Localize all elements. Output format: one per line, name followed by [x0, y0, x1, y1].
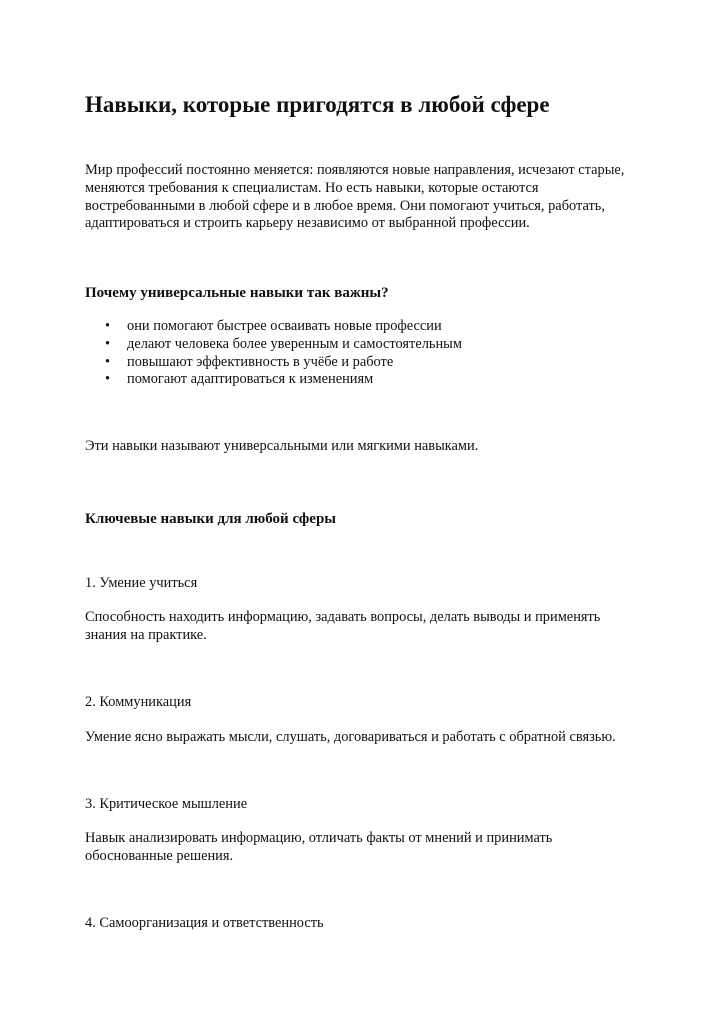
why-heading: Почему универсальные навыки так важны?: [85, 285, 389, 301]
skill-desc-line: Навык анализировать информацию, отличать факты от мнений и принимать: [85, 830, 553, 846]
skill-desc-learning: [85, 609, 600, 645]
skill-title-learning: [85, 575, 197, 593]
skill-desc-line: знания на практике.: [85, 626, 207, 643]
list-item-text: делают человека более уверенным и самостоятельным: [127, 335, 462, 352]
key-skills-heading: Ключевые навыки для любой сферы: [85, 511, 337, 527]
intro-line: Мир профессий постоянно меняется: появляются новые направления, исчезают старые,: [85, 162, 625, 178]
skill-title-text: 3. Критическое мышление: [85, 796, 248, 812]
intro-line: востребованными в любой сфере и в любое время. Они помогают учиться, работать,: [85, 197, 605, 214]
skill-desc-line: обоснованные решения.: [85, 847, 234, 864]
list-item: [85, 318, 462, 336]
skill-title-critical-thinking: [85, 796, 247, 814]
list-item: [85, 371, 462, 389]
bullet-icon: •: [105, 335, 111, 352]
list-item-text: помогают адаптироваться к изменениям: [127, 371, 374, 388]
skill-title-self-organization: [85, 915, 324, 933]
page-title: Навыки, которые пригодятся в любой сфере: [85, 92, 550, 117]
bullet-icon: •: [105, 353, 111, 370]
bullet-icon: •: [105, 371, 111, 388]
skill-desc-critical-thinking: [85, 830, 552, 866]
list-item: [85, 336, 462, 354]
skill-desc-communication: [85, 729, 616, 747]
skill-desc-line: Умение ясно выражать мысли, слушать, договариваться и работать с обратной связью.: [85, 729, 616, 745]
list-item: [85, 354, 462, 372]
benefits-list: [85, 318, 462, 389]
skill-title-text: 2. Коммуникация: [85, 694, 192, 710]
intro-line: адаптироваться и строить карьеру независимо от выбранной профессии.: [85, 215, 530, 232]
skill-title-communication: [85, 694, 191, 712]
soft-skills-note: [85, 438, 478, 456]
note-text: Эти навыки называют универсальными или мягкими навыками.: [85, 438, 479, 454]
skill-title-text: 4. Самоорганизация и ответственность: [85, 915, 324, 931]
intro-line: меняются требования к специалистам. Но есть навыки, которые остаются: [85, 179, 539, 196]
skill-title-text: 1. Умение учиться: [85, 575, 198, 591]
list-item-text: повышают эффективность в учёбе и работе: [127, 353, 394, 370]
intro-paragraph: [85, 162, 645, 233]
list-item-text: они помогают быстрее осваивать новые профессии: [127, 318, 442, 334]
skill-desc-line: Способность находить информацию, задавать вопросы, делать выводы и применять: [85, 609, 601, 625]
bullet-icon: •: [105, 318, 111, 334]
